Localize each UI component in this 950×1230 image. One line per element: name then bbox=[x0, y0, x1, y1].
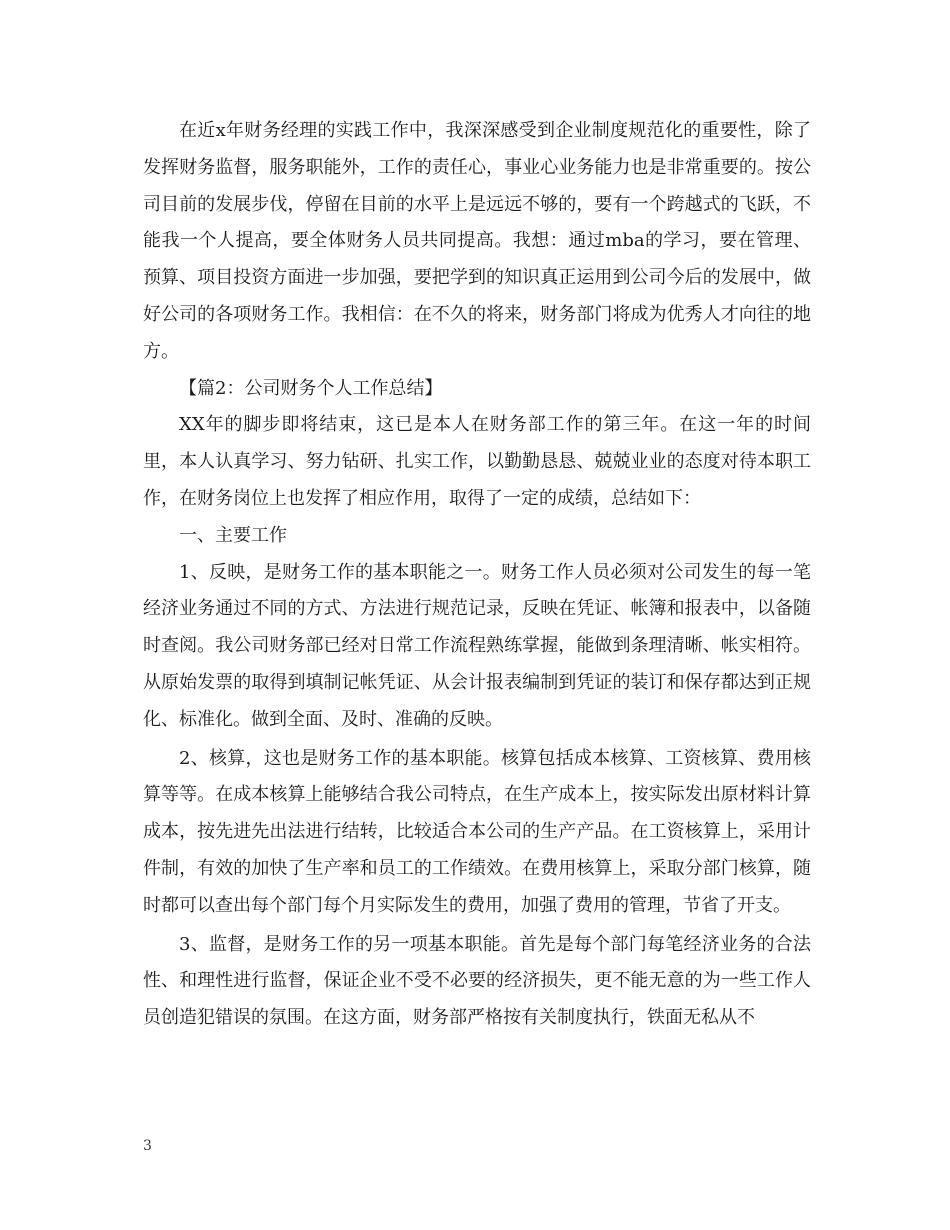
section-heading-part2: 【篇2：公司财务个人工作总结】 bbox=[179, 377, 443, 399]
subsection-heading-main-work: 一、主要工作 bbox=[179, 524, 287, 546]
document-body bbox=[143, 113, 811, 1037]
paragraph-item-1: 1、反映，是财务工作的基本职能之一。财务工作人员必须对公司发生的每一笔经济业务通过不同的方式、方法进行规范记录，反映在凭证、帐簿和报表中，以备随时查阅。我公司财务部已经对日常工作流程熟练掌握，能做到条理清晰、帐实相符。从原始发票的取得到填制记帐凭证、从会计报表编制到凭证的装订和保存都达到正规化、标准化。做到全面、及时、准确的反映。 bbox=[143, 561, 811, 730]
paragraph-item-2: 2、核算，这也是财务工作的基本职能。核算包括成本核算、工资核算、费用核算等等。在成本核算上能够结合我公司特点，在生产成本上，按实际发出原材料计算成本，按先进先出法进行结转，比较适合本公司的生产产品。在工资核算上，采用计件制，有效的加快了生产率和员工的工作绩效。在费用核算上，采取分部门核算，随时都可以查出每个部门每个月实际发生的费用，加强了费用的管理，节省了开支。 bbox=[143, 747, 811, 916]
paragraph-intro: 在近x年财务经理的实践工作中，我深深感受到企业制度规范化的重要性，除了发挥财务监督，服务职能外，工作的责任心，事业心业务能力也是非常重要的。按公司目前的发展步伐，停留在目前的水平上是远远不够的，要有一个跨越式的飞跃，不能我一个人提高，要全体财务人员共同提高。我想：通过mba的学习，要在管理、预算、项目投资方面进一步加强，要把学到的知识真正运用到公司今后的发展中，做好公司的各项财务工作。我相信：在不久的将来，财务部门将成为优秀人才向往的地方。 bbox=[143, 120, 811, 362]
paragraph-opening: XX年的脚步即将结束，这已是本人在财务部工作的第三年。在这一年的时间里，本人认真学习、努力钻研、扎实工作，以勤勤恳恳、兢兢业业的态度对待本职工作，在财务岗位上也发挥了相应作用，取得了一定的成绩，总结如下： bbox=[143, 414, 811, 509]
paragraph-item-3: 3、监督，是财务工作的另一项基本职能。首先是每个部门每笔经济业务的合法性、和理性进行监督，保证企业不受不必要的经济损失，更不能无意的为一些工作人员创造犯错误的氛围。在这方面，财务部严格按有关制度执行，铁面无私从不 bbox=[143, 933, 811, 1029]
page-number: 3 bbox=[143, 1138, 152, 1154]
